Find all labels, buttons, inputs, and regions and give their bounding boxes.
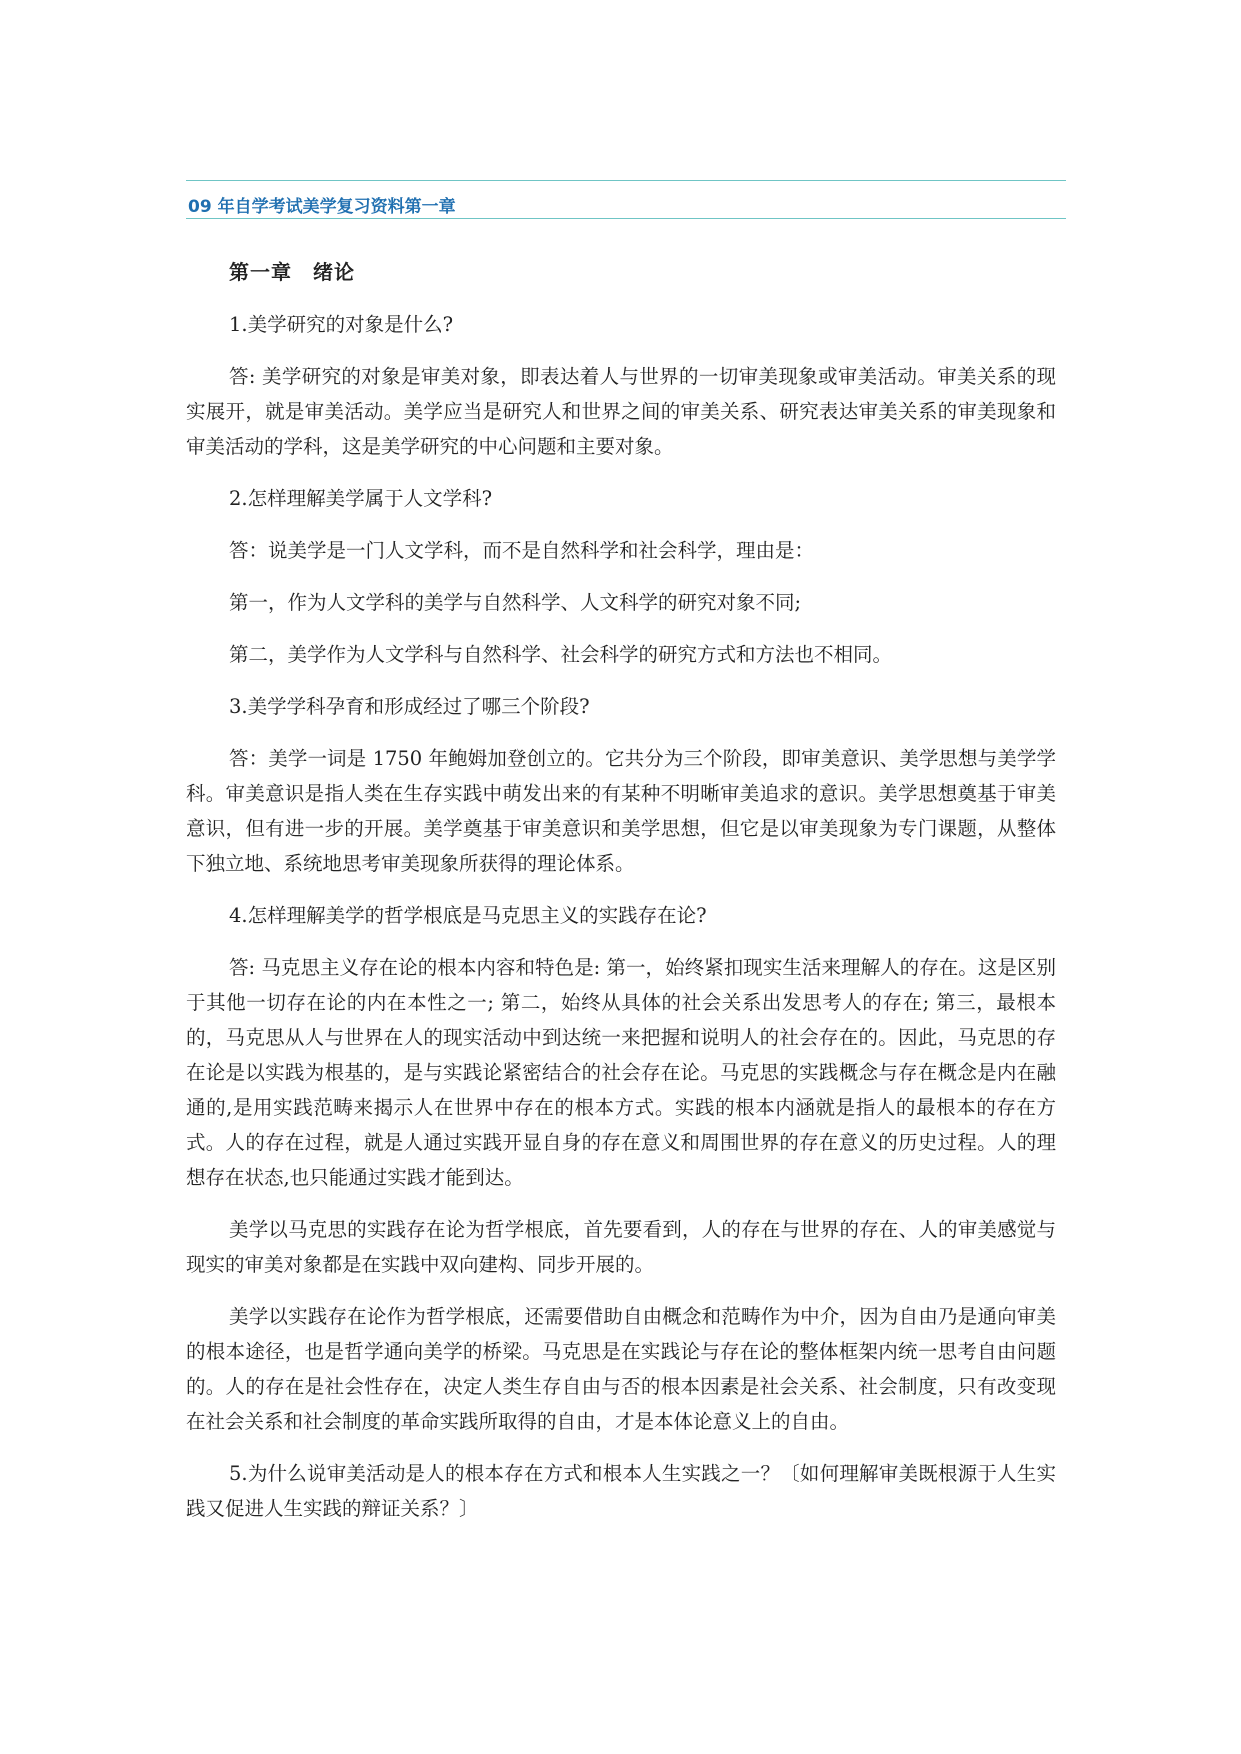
question-4: 4.怎样理解美学的哲学根底是马克思主义的实践存在论?: [229, 904, 707, 927]
answer-1: 答: 美学研究的对象是审美对象，即表达着人与世界的一切审美现象或审美活动。审美关系的现实展开，就是审美活动。美学应当是研究人和世界之间的审美关系、研究表达审美关系的审美现象和审美活动的学科，这是美学研究的中心问题和主要对象。: [186, 365, 1056, 458]
document-body: [186, 255, 1056, 1543]
question-5: 5.为什么说审美活动是人的根本存在方式和根本人生实践之一？〔如何理解审美既根源于人生实践又促进人生实践的辩证关系？〕: [186, 1462, 1056, 1520]
answer-3: 答：美学一词是 1750 年鲍姆加登创立的。它共分为三个阶段，即审美意识、美学思想与美学学科。审美意识是指人类在生存实践中萌发出来的有某种不明晰审美追求的意识。美学思想奠基于审美意识，但有进一步的开展。美学奠基于审美意识和美学思想，但它是以审美现象为专门课题，从整体下独立地、系统地思考审美现象所获得的理论体系。: [186, 747, 1056, 875]
answer-2-intro: 答：说美学是一门人文学科，而不是自然科学和社会科学，理由是：: [229, 539, 815, 562]
answer-2-point-2: 第二，美学作为人文学科与自然科学、社会科学的研究方式和方法也不相同。: [229, 643, 893, 666]
question-2: 2.怎样理解美学属于人文学科?: [229, 487, 493, 510]
document-header-title: 09 年自学考试美学复习资料第一章: [188, 197, 456, 217]
answer-4-part-1: 答: 马克思主义存在论的根本内容和特色是: 第一，始终紧扣现实生活来理解人的存在。这是区别于其他一切存在论的内在本性之一; 第二，始终从具体的社会关系出发思考人的存在; 第三，最根本的，马克思从人与世界在人的现实活动中到达统一来把握和说明人的社会存在的。因此，马克思的存在论是以实践为根基的，是与实践论紧密结合的社会存在论。马克思的实践概念与存在概念是内在融通的,是用实践范畴来揭示人在世界中存在的根本方式。实践的根本内涵就是指人的最根本的存在方式。人的存在过程，就是人通过实践开显自身的存在意义和周围世界的存在意义的历史过程。人的理想存在状态,也只能通过实践才能到达。: [186, 956, 1056, 1189]
header-bottom-rule: [186, 218, 1066, 219]
answer-2-point-1: 第一，作为人文学科的美学与自然科学、人文科学的研究对象不同;: [229, 591, 802, 614]
header-top-rule: [186, 180, 1066, 181]
answer-4-part-3: 美学以实践存在论作为哲学根底，还需要借助自由概念和范畴作为中介，因为自由乃是通向审美的根本途径，也是哲学通向美学的桥梁。马克思是在实践论与存在论的整体框架内统一思考自由问题的。人的存在是社会性存在，决定人类生存自由与否的根本因素是社会关系、社会制度，只有改变现在社会关系和社会制度的革命实践所取得的自由，才是本体论意义上的自由。: [186, 1305, 1056, 1433]
question-3: 3.美学学科孕育和形成经过了哪三个阶段?: [229, 695, 590, 718]
chapter-title: 第一章 绪论: [229, 260, 355, 284]
answer-4-part-2: 美学以马克思的实践存在论为哲学根底，首先要看到，人的存在与世界的存在、人的审美感觉与现实的审美对象都是在实践中双向建构、同步开展的。: [186, 1218, 1056, 1276]
question-1: 1.美学研究的对象是什么?: [229, 313, 454, 336]
